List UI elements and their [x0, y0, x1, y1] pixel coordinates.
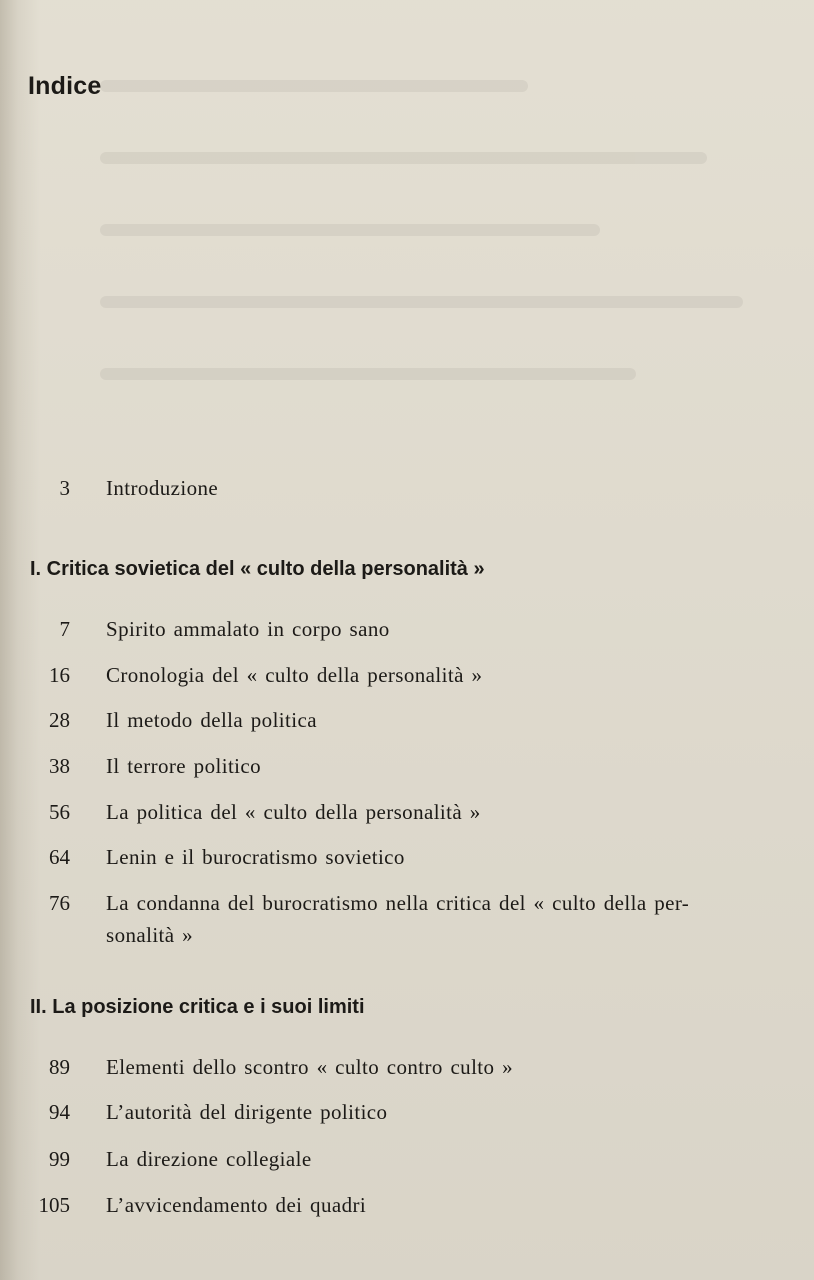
bleed-through-text	[100, 80, 814, 440]
toc-entry-title-continuation: sonalità »	[106, 923, 194, 947]
toc-entry-title: Il metodo della politica	[106, 708, 317, 732]
page-title: Indice	[28, 72, 102, 100]
toc-page-number: 38	[49, 754, 70, 778]
toc-entry-title: La direzione collegiale	[106, 1147, 312, 1171]
toc-page-number: 16	[49, 663, 70, 687]
toc-page-number: 56	[49, 800, 70, 824]
toc-entry-title: Il terrore politico	[106, 754, 262, 778]
toc-page-number: 89	[49, 1055, 70, 1079]
toc-page-number: 3	[59, 476, 70, 500]
toc-entry-title: L’autorità del dirigente politico	[106, 1100, 388, 1124]
toc-page-number: 7	[59, 617, 70, 641]
toc-entry-title: L’avvicendamento dei quadri	[106, 1193, 367, 1217]
toc-entry-title: Elementi dello scontro « culto contro culto »	[106, 1055, 513, 1079]
toc-entry-title: Introduzione	[106, 476, 219, 500]
toc-entry-title: Lenin e il burocratismo sovietico	[106, 845, 405, 869]
toc-page-number: 99	[49, 1147, 70, 1171]
toc-entry-title: La condanna del burocratismo nella critica del « culto della per-	[106, 891, 690, 915]
toc-page-number: 105	[38, 1193, 70, 1217]
section-heading-1: I. Critica sovietica del « culto della personalità »	[30, 558, 485, 580]
toc-page-number: 64	[49, 845, 70, 869]
toc-page-number: 28	[49, 708, 70, 732]
toc-page-number: 94	[49, 1100, 70, 1124]
section-heading-2: II. La posizione critica e i suoi limiti	[30, 996, 365, 1018]
toc-entry-title: Cronologia del « culto della personalità »	[106, 663, 483, 687]
toc-entry-title: Spirito ammalato in corpo sano	[106, 617, 390, 641]
toc-entry-title: La politica del « culto della personalità »	[106, 800, 481, 824]
toc-page-number: 76	[49, 891, 70, 915]
